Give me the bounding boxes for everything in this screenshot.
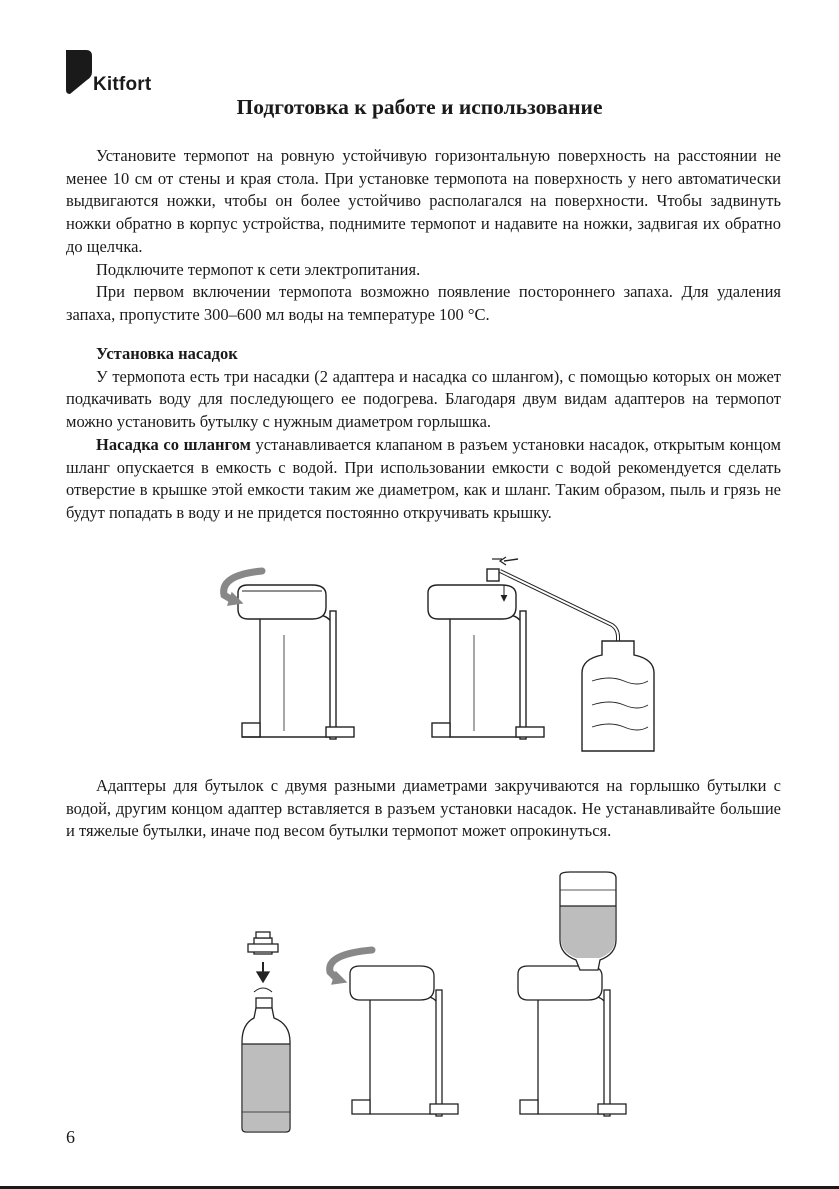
hose-valve xyxy=(487,569,499,581)
screw-arrow-icon xyxy=(254,988,272,992)
attachments-paragraph: У термопота есть три насадки (2 адаптера и насадка со шлангом), с помощью которых он может подкачивать воду для последующего ее подогрева. Благодаря двум видам адаптеров на термопот можно установить бутылку с нужным диаметром горлышка. xyxy=(66,366,781,432)
attachments-section xyxy=(66,343,781,525)
page-title: Подготовка к работе и использование xyxy=(236,95,603,119)
thermopot-illustration xyxy=(350,966,458,1116)
hose-paragraph xyxy=(66,434,781,525)
water-container xyxy=(582,641,654,751)
down-arrow-icon xyxy=(257,972,269,982)
adapters-paragraph: Адаптеры для бутылок с двумя разными диаметрами закручиваются на горлышко бутылки с водой, другим концом адаптер вставляется в разъем установки насадок. Не устанавливайте большие и тяжелые бутылки, иначе под весом бутылки термопот может опрокинуться. xyxy=(66,776,781,841)
thermopot-illustration xyxy=(518,966,626,1116)
inverted-bottle-illustration xyxy=(560,872,616,970)
adapter-illustration xyxy=(248,932,278,954)
section-heading: Установка насадок xyxy=(96,344,238,363)
intro-paragraph: Подключите термопот к сети электропитания. xyxy=(96,259,421,279)
bottle-illustration xyxy=(242,998,290,1132)
intro-paragraph: Установите термопот на ровную устойчивую горизонтальную поверхность на расстоянии не менее 10 см от стены и края стола. При установке термопота на поверхность у него автоматически выдвигаются ножки, чтобы он более устойчиво располагался на поверхности. Чтобы задвинуть ножки обратно в корпус устройства, поднимите термопот и надавите на ножки, задвигая их обратно до щелчка. xyxy=(66,146,781,256)
figure-bottle-adapter xyxy=(228,870,648,1135)
hose-lead: Насадка со шлангом xyxy=(96,434,251,454)
thermopot-illustration xyxy=(238,585,354,739)
adapters-section xyxy=(66,775,781,843)
brand-logo xyxy=(66,50,186,100)
page-number: 6 xyxy=(66,1127,75,1147)
intro-section xyxy=(66,145,781,327)
hose-text: устанавливается клапаном в разъем установки насадок, открытым концом шланг опускается в емкость с водой. При использовании емкости с водой рекомендуется сделать отверстие в крышке этой емкости таким же диаметром, как и шланг. Таким образом, пыль и грязь не будут попадать в воду и не придется постоянно откручивать крышку. xyxy=(66,434,781,522)
thermopot-illustration xyxy=(428,585,544,739)
brand-logo-icon xyxy=(66,50,92,94)
intro-paragraph: При первом включении термопота возможно появление постороннего запаха. Для удаления запаха, пропустите 300–600 мл воды на температуре 100 °C. xyxy=(66,282,781,324)
figure-hose-installation xyxy=(200,555,660,755)
brand-name: Kitfort xyxy=(93,74,152,95)
